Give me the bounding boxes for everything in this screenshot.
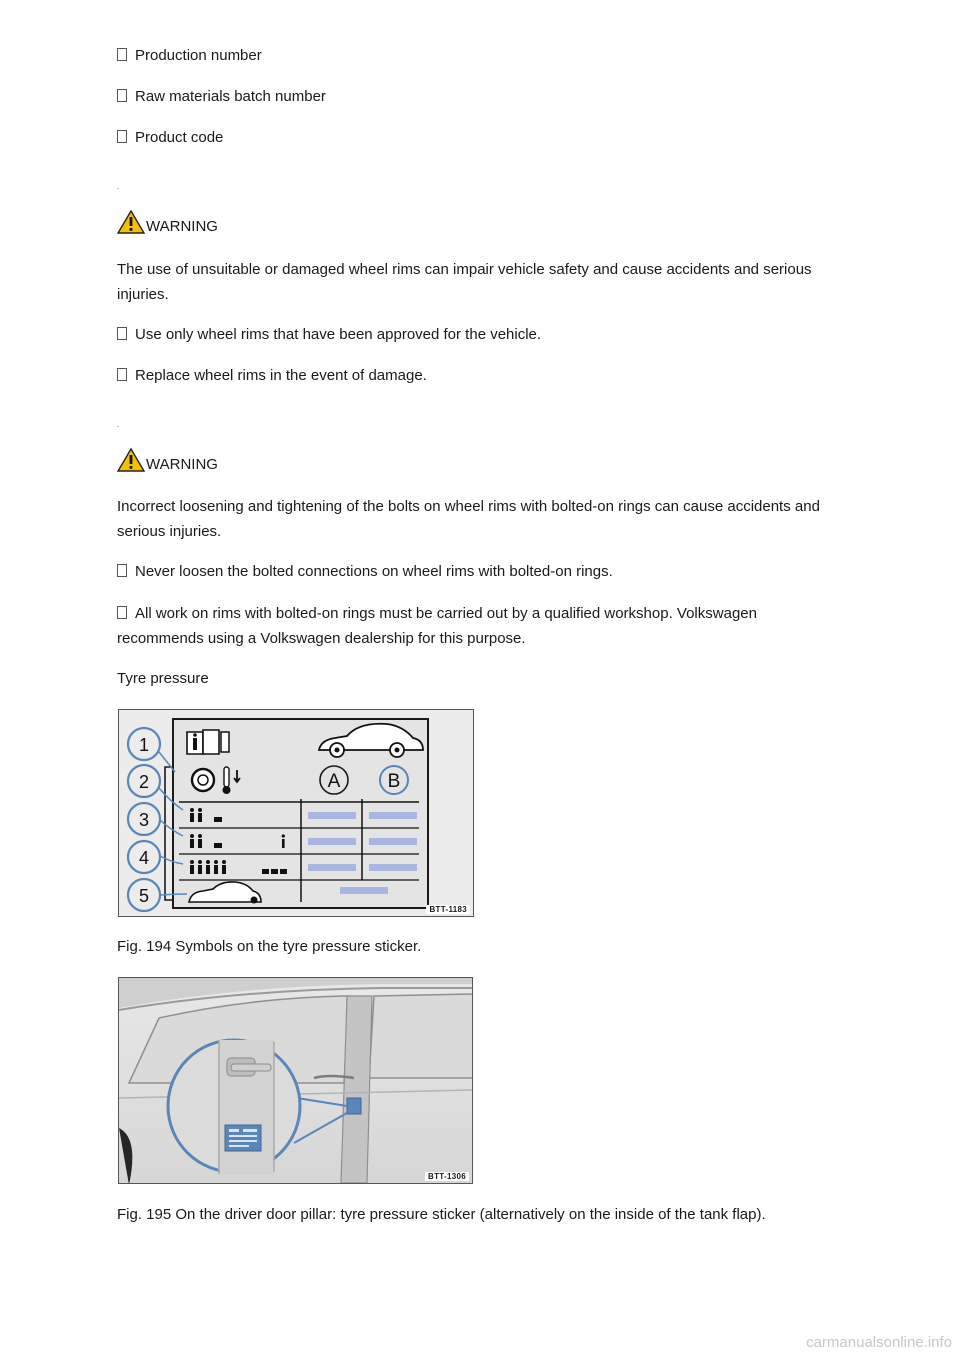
warning-triangle-icon <box>117 210 145 234</box>
warning-text: The use of unsuitable or damaged wheel rims can impair vehicle safety and cause accidents and serious injuries. <box>117 261 812 303</box>
figure-door-pillar <box>118 977 473 1184</box>
axle-label-front: A <box>327 771 341 792</box>
watermark: carmanualsonline.info <box>806 1334 952 1351</box>
list-item: All work on rims with bolted-on rings must be carried out by a qualified workshop. Volkswagen recommends using a Volkswagen dealership for this purpose. <box>117 605 757 647</box>
figure-code: BTT-1306 <box>425 1172 469 1181</box>
owner-manual-icon <box>187 730 229 754</box>
figure-caption: Fig. 194 Symbols on the tyre pressure sticker. <box>117 938 422 955</box>
bullet-box-icon <box>117 368 127 381</box>
svg-text:2: 2 <box>138 772 150 792</box>
list-item: Never loosen the bolted connections on wheel rims with bolted-on rings. <box>117 560 613 584</box>
bullet-box-icon <box>117 606 127 619</box>
tyre-sticker-illustration <box>119 710 474 917</box>
bullet-box-icon <box>117 89 127 102</box>
separator-dot <box>117 188 119 189</box>
figure-tyre-pressure-sticker <box>118 709 474 917</box>
svg-text:3: 3 <box>138 810 150 830</box>
svg-text:1: 1 <box>138 735 150 755</box>
figure-caption: Fig. 195 On the driver door pillar: tyre pressure sticker (alternatively on the inside of the tank flap). <box>117 1206 766 1223</box>
list-item: Production number <box>117 44 262 68</box>
bullet-box-icon <box>117 48 127 61</box>
svg-text:5: 5 <box>138 886 150 906</box>
bullet-box-icon <box>117 564 127 577</box>
figure-code: BTT-1183 <box>426 905 470 914</box>
separator-dot <box>117 426 119 427</box>
bullet-box-icon <box>117 130 127 143</box>
warning-triangle-icon <box>117 448 145 472</box>
list-item: Use only wheel rims that have been approved for the vehicle. <box>117 323 541 347</box>
warning-label: WARNING <box>146 218 218 235</box>
svg-text:4: 4 <box>138 848 150 868</box>
list-item: Raw materials batch number <box>117 85 326 109</box>
bullet-box-icon <box>117 327 127 340</box>
list-item: Replace wheel rims in the event of damage. <box>117 364 427 388</box>
axle-label-rear: B <box>387 771 401 792</box>
list-item: Product code <box>117 126 223 150</box>
warning-text: Incorrect loosening and tightening of the bolts on wheel rims with bolted-on rings can cause accidents and serious injuries. <box>117 498 820 540</box>
warning-label: WARNING <box>146 456 218 473</box>
section-heading: Tyre pressure <box>117 670 209 687</box>
door-pillar-illustration <box>119 978 473 1184</box>
